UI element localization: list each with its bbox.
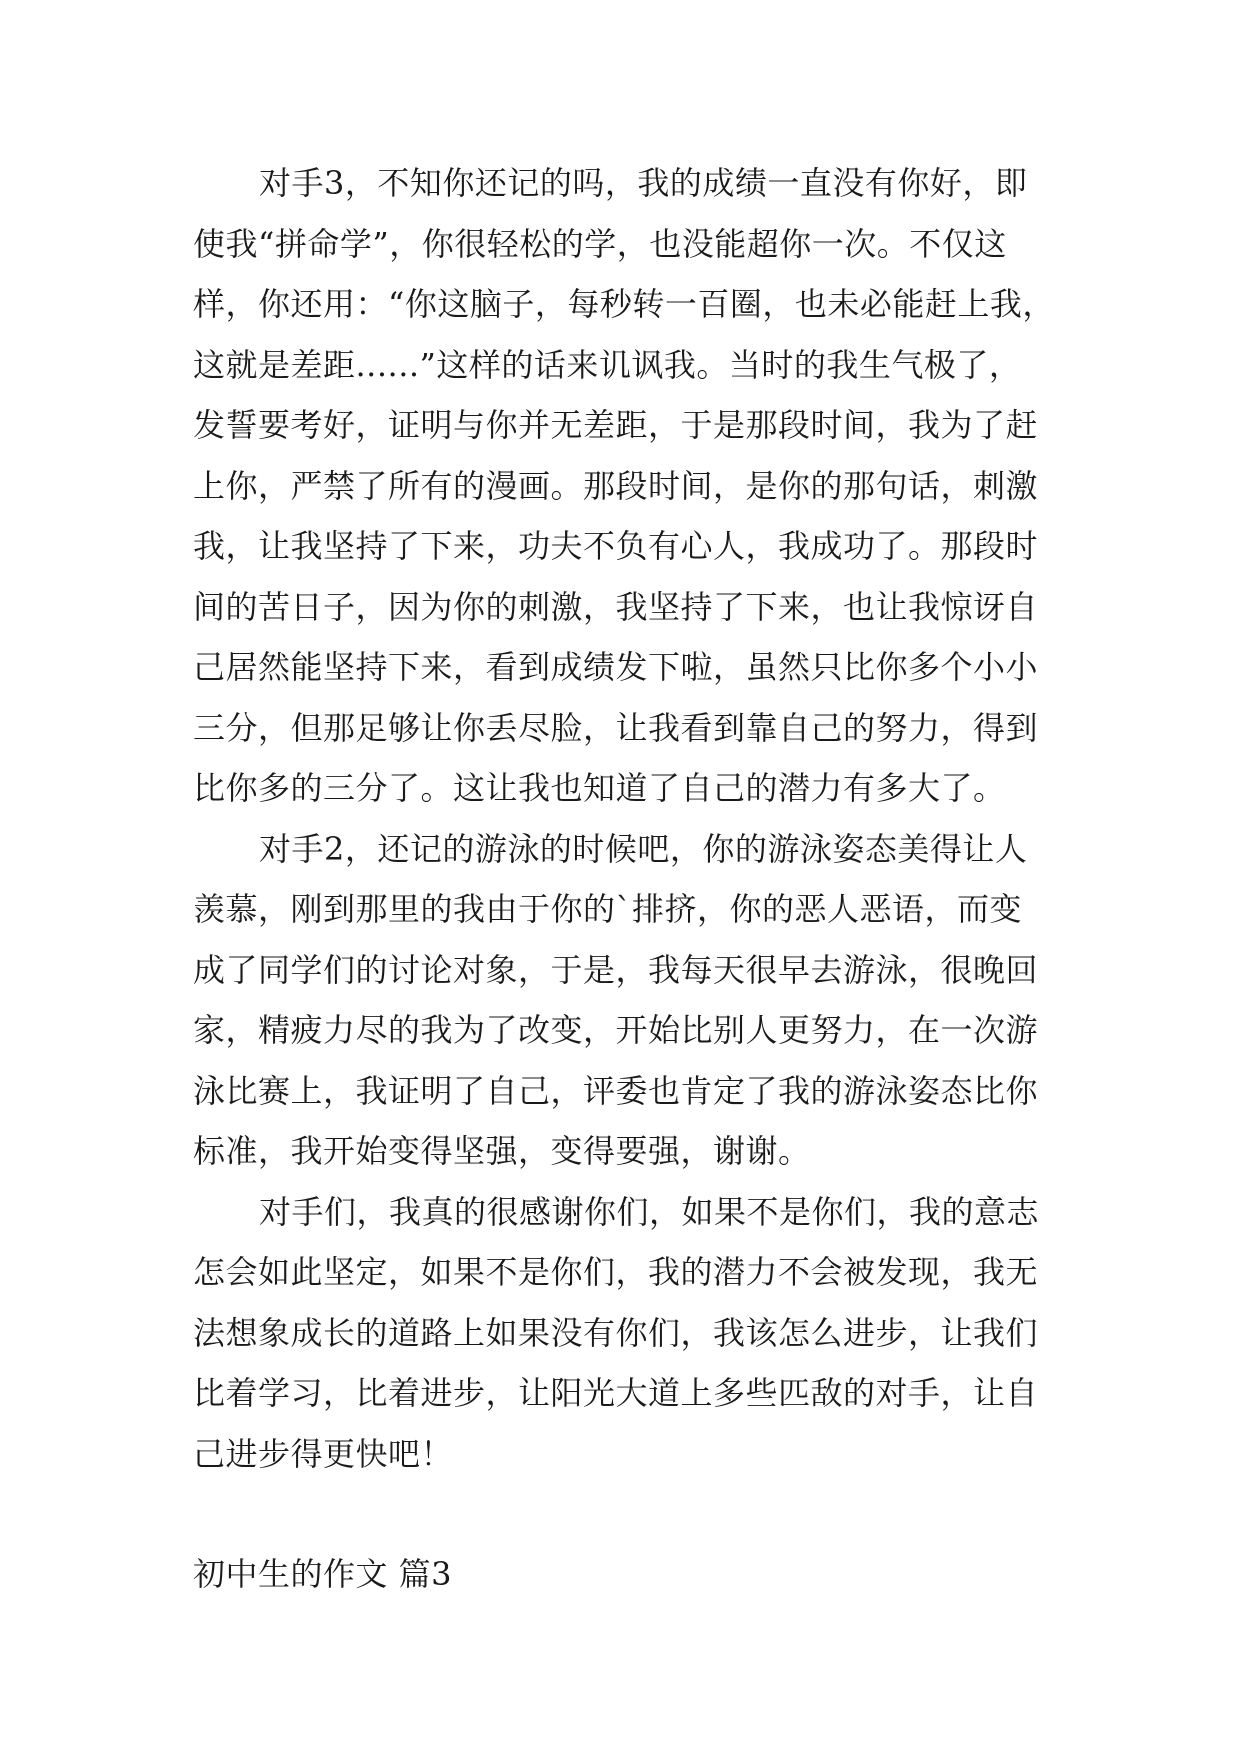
paragraph-2-line-5: 泳比赛上，我证明了自己，评委也肯定了我的游泳姿态比你 (193, 1072, 1039, 1110)
paragraph-3-line-3: 法想象成长的道路上如果没有你们，我该怎么进步，让我们 (193, 1314, 1039, 1352)
paragraph-2-line-3: 成了同学们的讨论对象，于是，我每天很早去游泳，很晚回 (193, 951, 1039, 989)
paragraph-2-line-4: 家，精疲力尽的我为了改变，开始比别人更努力，在一次游 (193, 1011, 1039, 1049)
paragraph-1-line-6: 上你，严禁了所有的漫画。那段时间，是你的那句话，刺激 (193, 467, 1039, 505)
paragraph-3-line-5: 己进步得更快吧！ (193, 1435, 454, 1473)
paragraph-2-line-6: 标准，我开始变得坚强，变得要强，谢谢。 (193, 1132, 811, 1170)
paragraph-3-line-4: 比着学习，比着进步，让阳光大道上多些匹敌的对手，让自 (193, 1374, 1039, 1412)
paragraph-1-line-9: 己居然能坚持下来，看到成绩发下啦，虽然只比你多个小小 (193, 648, 1039, 686)
paragraph-3-line-1: 对手们，我真的很感谢你们，如果不是你们，我的意志 (259, 1193, 1040, 1231)
paragraph-1-line-5: 发誓要考好，证明与你并无差距，于是那段时间，我为了赶 (193, 406, 1039, 444)
paragraph-1-line-2: 使我“拼命学”，你很轻松的学，也没能超你一次。不仅这 (193, 225, 1007, 263)
paragraph-1-line-7: 我，让我坚持了下来，功夫不负有心人，我成功了。那段时 (193, 527, 1039, 565)
paragraph-1-line-8: 间的苦日子，因为你的刺激，我坚持了下来，也让我惊讶自 (193, 588, 1039, 626)
paragraph-1-line-11: 比你多的三分了。这让我也知道了自己的潜力有多大了。 (193, 769, 1006, 807)
paragraph-2-line-1: 对手2，还记的游泳的时候吧，你的游泳姿态美得让人 (259, 830, 1028, 868)
paragraph-1-line-4: 这就是差距......”这样的话来讥讽我。当时的我生气极了， (193, 346, 1022, 384)
paragraph-1-line-3: 样，你还用：“你这脑子，每秒转一百圈，也未必能赶上我， (193, 285, 1055, 323)
section-heading: 初中生的作文 篇3 (193, 1555, 453, 1593)
paragraph-3-line-2: 怎会如此坚定，如果不是你们，我的潜力不会被发现，我无 (193, 1253, 1039, 1291)
paragraph-1-line-10: 三分，但那足够让你丢尽脸，让我看到靠自己的努力，得到 (193, 709, 1039, 747)
paragraph-1-line-1: 对手3，不知你还记的吗，我的成绩一直没有你好，即 (259, 164, 1028, 202)
paragraph-2-line-2: 羡慕，刚到那里的我由于你的`排挤，你的恶人恶语，而变 (193, 890, 1023, 928)
